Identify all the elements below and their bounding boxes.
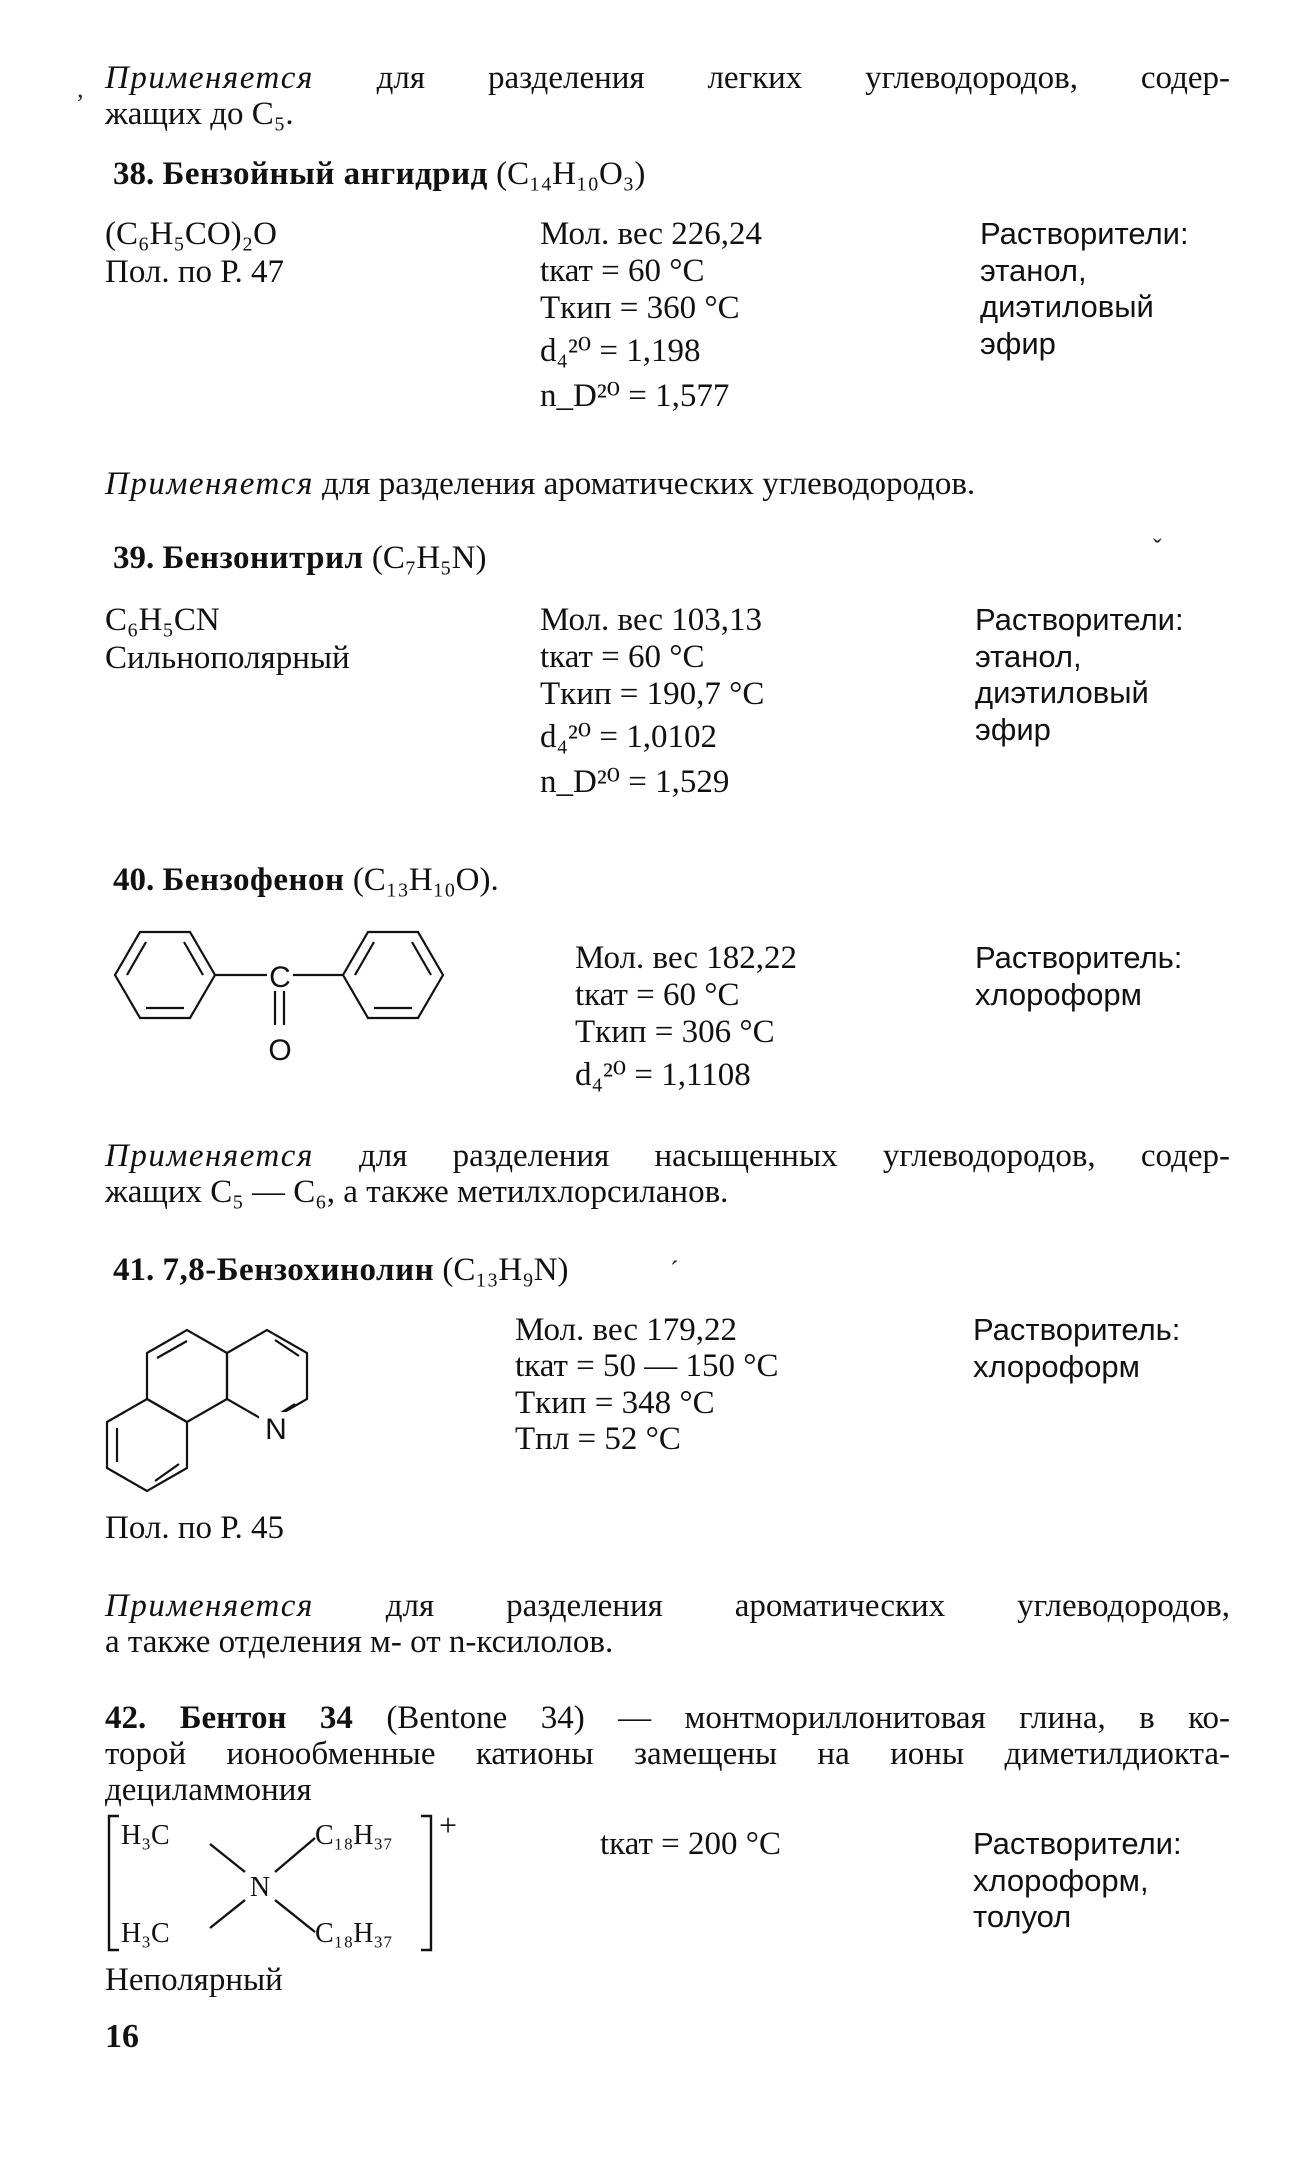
- entry-42-props: [600, 1826, 781, 1864]
- entry-42-line-2: торой ионообменные катионы замещены на ионы диметилдиокта-: [105, 1736, 1230, 1772]
- prop-mol-weight: Мол. вес 179,22: [515, 1312, 738, 1348]
- entry-41-solvents: [973, 1312, 1180, 1385]
- solvent-item: хлороформ: [975, 976, 1142, 1012]
- solvent-item: толуол: [973, 1899, 1072, 1935]
- entry-39-polarity: Сильнополярный: [105, 639, 350, 676]
- entry-40-usage-2: жащих C₅ — C₆, а также метилхлорсиланов.: [105, 1174, 729, 1210]
- entry-41-prep: Пол. по Р. 45: [105, 1510, 285, 1546]
- solvent-item: эфир: [975, 711, 1051, 747]
- prop-t-kat: tкат = 50 — 150 °C: [515, 1348, 779, 1385]
- dimethyldioctadecylammonium-structure: [105, 1810, 485, 1960]
- prop-mol-weight: Мол. вес 226,24: [540, 216, 763, 252]
- benzene-ring-left: [115, 932, 215, 1018]
- prop-mol-weight: Мол. вес 182,22: [575, 940, 798, 976]
- prop-t-kat: tкат = 60 °C: [540, 252, 705, 289]
- entry-41-usage-2: а также отделения м- от n-ксилолов.: [105, 1624, 614, 1660]
- carbon-label: C: [269, 961, 291, 994]
- margin-tick: ,: [77, 74, 84, 103]
- entry-40-title: 40. Бензофенон (C₁₃H₁₀O).: [113, 862, 499, 898]
- solvent-label: Растворители:: [975, 602, 1184, 637]
- entry-42-line-1: 42. Бентон 34 (Bentone 34) — монтмориллонитовая глина, в ко-: [105, 1700, 1231, 1736]
- prop-t-kip: Tкип = 360 °C: [540, 289, 740, 326]
- prop-t-kat: tкат = 60 °C: [575, 976, 740, 1013]
- entry-38-prep: Пол. по Р. 47: [105, 253, 285, 290]
- methyl-bottom: H₃C: [121, 1918, 170, 1949]
- benzophenone-structure: [105, 925, 465, 1085]
- stray-mark: ˇ: [1153, 534, 1162, 563]
- entry-39-left: [105, 602, 350, 677]
- entry-38-solvents: [980, 216, 1189, 362]
- prop-t-kip: Tкип = 306 °C: [575, 1013, 775, 1050]
- ring-middle: [147, 1330, 227, 1422]
- entry-41-usage-1: Применяется для разделения ароматических углеводородов,: [105, 1588, 1230, 1624]
- prop-density: d₄²⁰ = 1,0102: [540, 718, 717, 755]
- ring-lower: [107, 1399, 187, 1491]
- solvent-item: этанол,: [980, 252, 1087, 288]
- solvent-label: Растворитель:: [973, 1312, 1181, 1347]
- bracket-right: [421, 1816, 431, 1950]
- prop-refraction: n_D²⁰ = 1,529: [540, 763, 730, 800]
- entry-38-title: 38. Бензойный ангидрид (C₁₄H₁₀O₃): [113, 156, 646, 192]
- solvent-item: эфир: [980, 325, 1056, 361]
- solvent-label: Растворители:: [973, 1826, 1182, 1861]
- entry-38-props: [540, 216, 762, 415]
- prop-t-kat: tкат = 60 °C: [540, 638, 705, 675]
- solvent-item: этанол,: [975, 638, 1082, 674]
- solvent-label: Растворители:: [980, 216, 1189, 251]
- entry-42-polarity: Неполярный: [105, 1962, 283, 1998]
- entry-39-solvents: [975, 602, 1184, 748]
- benzoquinoline-structure: [99, 1308, 339, 1508]
- entry-39-formula: C₆H₅CN: [105, 602, 220, 638]
- methyl-top: H₃C: [121, 1820, 170, 1851]
- entry-42-solvents: [973, 1826, 1182, 1936]
- entry-39-title: 39. Бензонитрил (C₇H₅N): [113, 540, 487, 576]
- solvent-item: хлороформ: [973, 1348, 1140, 1384]
- prop-refraction: n_D²⁰ = 1,577: [540, 377, 730, 414]
- charge-plus: +: [439, 1810, 458, 1843]
- stray-mark: ´: [670, 1256, 679, 1285]
- entry-42-line-3: дециламмония: [105, 1772, 312, 1808]
- benzene-ring-right: [343, 932, 443, 1018]
- prop-density: d₄²⁰ = 1,198: [540, 332, 701, 369]
- prop-mol-weight: Мол. вес 103,13: [540, 602, 763, 638]
- entry-38-formula: (C₆H₅CO)₂O: [105, 216, 278, 252]
- entry-40-solvents: [975, 940, 1182, 1013]
- entry-40-props: [575, 940, 797, 1094]
- solvent-item: хлороформ,: [973, 1862, 1149, 1898]
- solvent-item: диэтиловый: [975, 675, 1149, 711]
- entry-40-usage-1: Применяется для разделения насыщенных углеводородов, содер-: [105, 1138, 1230, 1174]
- nitrogen-center: N: [249, 1872, 271, 1903]
- intro-line-2: жащих до C₅.: [105, 96, 294, 132]
- page-number: 16: [105, 2018, 139, 2055]
- book-page: [77, 0, 1231, 2175]
- entry-38-usage: Применяется для разделения ароматических углеводородов.: [105, 466, 976, 502]
- entry-41-title: 41. 7,8-Бензохинолин (C₁₃H₉N): [113, 1252, 569, 1288]
- pyridine-ring: [227, 1330, 307, 1422]
- entry-39-props: [540, 602, 764, 801]
- entry-38-left: [105, 216, 284, 291]
- bracket-left: [109, 1816, 119, 1950]
- entry-41-props: [515, 1312, 778, 1457]
- solvent-label: Растворитель:: [975, 940, 1183, 975]
- prop-t-kip: Tкип = 348 °C: [515, 1384, 715, 1421]
- prop-t-kip: Tкип = 190,7 °C: [540, 675, 765, 712]
- octadecyl-bottom: C₁₈H₃₇: [315, 1918, 393, 1949]
- prop-density: d₄²⁰ = 1,1108: [575, 1056, 751, 1093]
- oxygen-label: O: [268, 1034, 292, 1067]
- nitrogen-label: N: [265, 1413, 287, 1446]
- octadecyl-top: C₁₈H₃₇: [315, 1820, 393, 1851]
- solvent-item: диэтиловый: [980, 289, 1154, 325]
- prop-t-kat: tкат = 200 °C: [600, 1826, 781, 1862]
- intro-line-1: Применяется для разделения легких углеводородов, содер-: [105, 60, 1230, 96]
- prop-t-melt: Tпл = 52 °C: [515, 1420, 681, 1457]
